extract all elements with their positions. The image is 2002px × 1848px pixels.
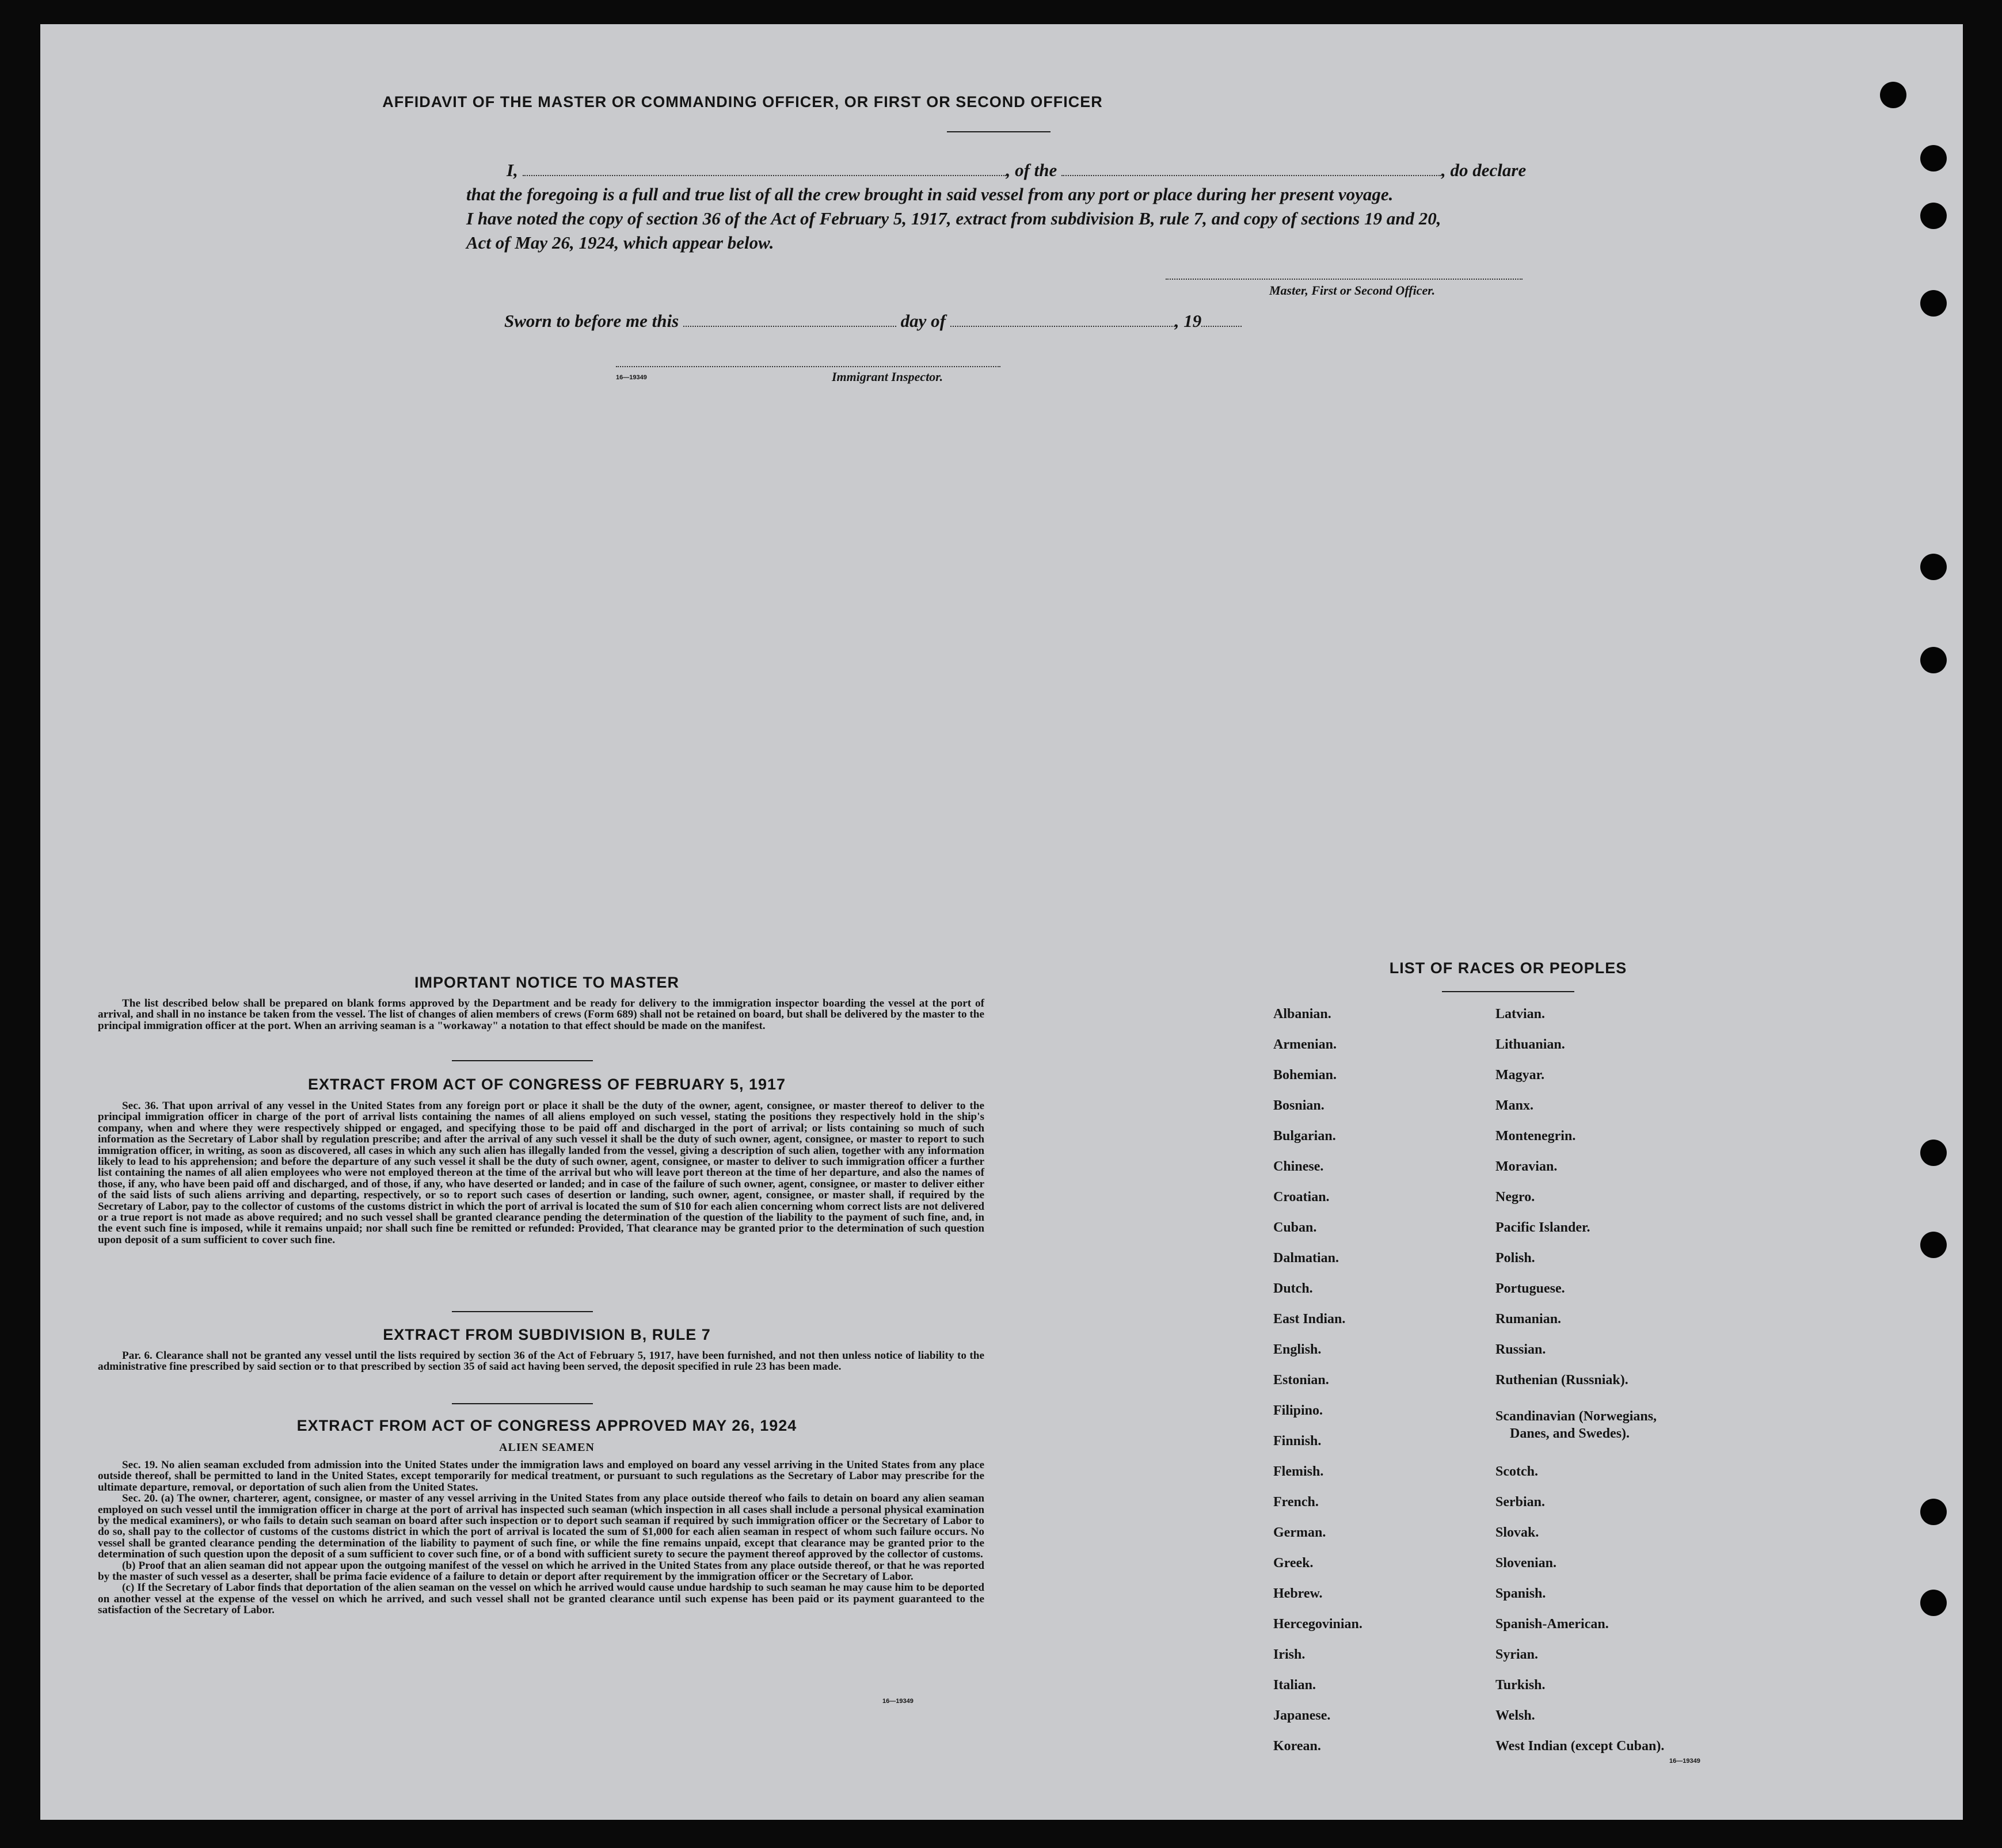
text: , do declare xyxy=(1441,160,1527,180)
race-item: Chinese. xyxy=(1273,1159,1324,1174)
race-item: Albanian. xyxy=(1273,1007,1331,1022)
binder-hole xyxy=(1920,145,1947,172)
race-item: German. xyxy=(1273,1525,1326,1540)
race-item: Turkish. xyxy=(1495,1678,1546,1693)
race-item: Cuban. xyxy=(1273,1220,1317,1235)
extract-rule7-title: EXTRACT FROM SUBDIVISION B, RULE 7 xyxy=(383,1326,711,1343)
race-item: Negro. xyxy=(1495,1190,1535,1205)
binder-hole xyxy=(1920,554,1947,580)
race-item: Korean. xyxy=(1273,1739,1321,1754)
race-item: Montenegrin. xyxy=(1495,1129,1576,1144)
race-item: Hebrew. xyxy=(1273,1586,1323,1601)
race-item: Polish. xyxy=(1495,1251,1535,1266)
race-item: Hercegovinian. xyxy=(1273,1617,1362,1632)
race-item: Croatian. xyxy=(1273,1190,1330,1205)
binder-hole xyxy=(1920,1140,1947,1166)
form-number: 16—19349 xyxy=(882,1698,914,1705)
race-item: Welsh. xyxy=(1495,1708,1535,1723)
race-item: Magyar. xyxy=(1495,1068,1545,1083)
paragraph-sec-20a: Sec. 20. (a) The owner, charterer, agent, consignee, or master of any vessel arriving in the United States from any place outside thereof who fails to detain on board any alien seaman employed on such vessel until the immigration officer in charge at the port of arrival has inspected such seaman (which inspection in all cases shall include a personal physical examination by the medical examiners), or who fails to detain such seaman on board after such inspection or to deport such seaman if required by such immigration officer or the Secretary of Labor to do so, shall pay to the collector of customs of the customs district in which the port of arrival is located the sum of $1,000 for each alien seaman in respect of whom such failure occurs. No vessel shall be granted clearance pending the determination of the liability to payment of such fine, or while the fine remains unpaid, except that clearance may be granted prior to the determination of such question upon the deposit of a sum sufficient to cover such fine, or of a bond with sufficient surety to secure the payment thereof approved by the collector of customs. xyxy=(98,1492,984,1561)
signature-line xyxy=(1166,279,1523,280)
name-blank xyxy=(523,175,1006,176)
section-divider xyxy=(452,1403,593,1404)
race-item: Flemish. xyxy=(1273,1464,1324,1479)
signature-label: Master, First or Second Officer. xyxy=(1269,283,1436,298)
paragraph-sec-20b: (b) Proof that an alien seaman did not appear upon the outgoing manifest of the vessel on which he arrived in the United States from any place outside thereof, or that he was reported by the master of such vessel as a deserter, shall be prima facie evidence of a failure to detain or deport after requirement by the immigration officer or the Secretary of Labor. xyxy=(98,1559,984,1583)
race-item: East Indian. xyxy=(1273,1312,1346,1327)
race-item: Finnish. xyxy=(1273,1434,1322,1449)
race-item: Japanese. xyxy=(1273,1708,1331,1723)
race-item: Scandinavian (Norwegians, xyxy=(1495,1409,1657,1424)
affidavit-title: AFFIDAVIT OF THE MASTER OR COMMANDING OFFICER, OR FIRST OR SECOND OFFICER xyxy=(382,93,1103,111)
extract-1924-title: EXTRACT FROM ACT OF CONGRESS APPROVED MAY 26, 1924 xyxy=(296,1417,797,1434)
race-item: Bohemian. xyxy=(1273,1068,1337,1083)
race-item: Armenian. xyxy=(1273,1037,1337,1052)
binder-hole xyxy=(1920,203,1947,229)
month-blank xyxy=(950,326,1175,327)
race-item: Manx. xyxy=(1495,1098,1533,1113)
race-item: Dutch. xyxy=(1273,1281,1313,1296)
binder-hole xyxy=(1920,1590,1947,1616)
paragraph: Sec. 36. That upon arrival of any vessel in the United States from any foreign port or place it shall be the duty of the owner, agent, consignee, or master thereof to deliver to the principal immigration officer in charge of the port of arrival lists containing the names of all aliens employed on such vessel, stating the positions they respectively hold in the ship's company, when and where they were respectively shipped or engaged, and specifying those to be paid off and discharged in the port of arrival; or lists containing so much of such information as the Secretary of Labor shall by regulation prescribe; and after the arrival of any such vessel it shall be the duty of such owner, agent, consignee, or master to report to such immigration officer, in writing, as soon as discovered, all cases in which any such alien has illegally landed from the vessel, giving a description of such alien, together with any information likely to lead to his apprehension; and before the departure of any such vessel it shall be the duty of such owner, agent, consignee, or master to deliver to such immigration officer a further list containing the names of all alien employees who were not employed thereon at the time of the arrival but who will leave port thereon at the time of her departure, and also the names of those, if any, who have been paid off and discharged, and of those, if any, who have deserted or landed; and in case of the failure of such owner, agent, consignee, or master to deliver either of the said lists of such aliens arriving and departing, respectively, or so to report such cases of desertion or landing, such owner, agent, consignee, or master shall, if required by the Secretary of Labor, pay to the collector of customs of the customs district in which the port of arrival is located the sum of $10 for each alien concerning whom correct lists are not delivered or a true report is not made as above required; and no such vessel shall be granted clearance pending the determination of the question of the liability to the payment of such fine, and, in the event such fine is imposed, while it remains unpaid; nor shall such fine be remitted or refunded: Provided, That clearance may be granted prior to the determination of such question upon deposit of a sum sufficient to cover such fine. xyxy=(98,1100,984,1246)
race-item: Lithuanian. xyxy=(1495,1037,1565,1052)
document-page xyxy=(40,24,1963,1820)
paragraph: Par. 6. Clearance shall not be granted any vessel until the lists required by section 36 of the Act of February 5, 1917, have been furnished, and not then unless notice of liability to the administrative fine prescribed by said section or to that prescribed by section 35 of said act having been served, the deposit specified in rule 23 has been made. xyxy=(98,1350,984,1373)
text: I, xyxy=(507,160,518,180)
race-item: Filipino. xyxy=(1273,1403,1323,1418)
binder-hole xyxy=(1920,1499,1947,1525)
paragraph-sec-19: Sec. 19. No alien seaman excluded from admission into the United States under the immigration laws and employed on board any vessel arriving in the United States from any place outside thereof, shall be permitted to land in the United States, except temporarily for medical treatment, or pursuant to such regulations as the Secretary of Labor may prescribe for the ultimate departure, removal, or deportation of such alien from the United States. xyxy=(98,1459,984,1493)
sworn-line xyxy=(504,311,1242,332)
races-title: LIST OF RACES OR PEOPLES xyxy=(1389,959,1627,977)
race-item: English. xyxy=(1273,1342,1322,1357)
binder-hole xyxy=(1920,1232,1947,1258)
inspector-label: Immigrant Inspector. xyxy=(832,369,943,384)
vessel-blank xyxy=(1061,175,1441,176)
paragraph: The list described below shall be prepared on blank forms approved by the Department and be ready for delivery to the immigration inspector boarding the vessel at the port of arrival, and shall in no instance be taken from the vessel. The list of changes of alien members of crews (Form 689) shall not be retained on board, but shall be delivered by the master to the principal immigration officer at the port. When an arriving seaman is a "workaway" a notation to that effect should be made on the manifest. xyxy=(98,997,984,1032)
affidavit-line-1 xyxy=(507,160,1526,181)
affidavit-line-2: that the foregoing is a full and true list of all the crew brought in said vessel from any port or place during her present voyage. xyxy=(466,184,1394,204)
title-divider xyxy=(947,131,1051,132)
race-item: Bulgarian. xyxy=(1273,1129,1336,1144)
extract-1924-text xyxy=(98,1460,984,1616)
paragraph-sec-20c: (c) If the Secretary of Labor finds that deportation of the alien seaman on the vessel on which he arrived would cause undue hardship to such seaman he may cause him to be deported on another vessel at the expense of the vessel on which he arrived, and such vessel shall not be granted clearance until such expense has been paid or its payment guaranteed to the satisfaction of the Secretary of Labor. xyxy=(98,1582,984,1617)
race-item: Dalmatian. xyxy=(1273,1251,1339,1266)
race-item: Syrian. xyxy=(1495,1647,1539,1662)
section-divider xyxy=(452,1311,593,1312)
text: day of xyxy=(900,311,946,331)
section-divider xyxy=(452,1060,593,1061)
race-item: Italian. xyxy=(1273,1678,1316,1693)
race-item: Bosnian. xyxy=(1273,1098,1324,1113)
race-item: Moravian. xyxy=(1495,1159,1558,1174)
title-divider xyxy=(1442,991,1574,992)
extract-rule7-text xyxy=(98,1350,984,1373)
text: , of the xyxy=(1006,160,1057,180)
binder-hole xyxy=(1920,647,1947,673)
race-item: Estonian. xyxy=(1273,1373,1329,1388)
race-item: Ruthenian (Russniak). xyxy=(1495,1373,1628,1388)
race-item: Slovak. xyxy=(1495,1525,1539,1540)
extract-1924-subtitle: ALIEN SEAMEN xyxy=(499,1441,595,1454)
race-item: Greek. xyxy=(1273,1556,1314,1571)
race-item: Spanish-American. xyxy=(1495,1617,1609,1632)
race-item: Russian. xyxy=(1495,1342,1546,1357)
year-blank xyxy=(1201,326,1242,327)
notice-text xyxy=(98,998,984,1031)
text: , 19 xyxy=(1174,311,1202,331)
inspector-line xyxy=(616,366,1000,367)
binder-hole xyxy=(1880,82,1906,108)
race-item: Pacific Islander. xyxy=(1495,1220,1590,1235)
affidavit-line-4: Act of May 26, 1924, which appear below. xyxy=(466,233,774,253)
form-number: 16—19349 xyxy=(1669,1758,1700,1765)
race-item: Serbian. xyxy=(1495,1495,1546,1510)
race-item: Spanish. xyxy=(1495,1586,1546,1601)
race-item: Irish. xyxy=(1273,1647,1306,1662)
form-number: 16—19349 xyxy=(616,374,647,381)
binder-hole xyxy=(1920,290,1947,317)
race-item: Rumanian. xyxy=(1495,1312,1562,1327)
race-item: Slovenian. xyxy=(1495,1556,1557,1571)
extract-1917-title: EXTRACT FROM ACT OF CONGRESS OF FEBRUARY 5, 1917 xyxy=(307,1076,786,1093)
race-item: Portuguese. xyxy=(1495,1281,1565,1296)
race-item: Latvian. xyxy=(1495,1007,1546,1022)
race-item: Danes, and Swedes). xyxy=(1510,1426,1630,1441)
date-blank xyxy=(683,326,896,327)
notice-title: IMPORTANT NOTICE TO MASTER xyxy=(414,974,679,991)
extract-1917-text xyxy=(98,1100,984,1245)
race-item: West Indian (except Cuban). xyxy=(1495,1739,1665,1754)
text: Sworn to before me this xyxy=(504,311,679,331)
affidavit-line-3: I have noted the copy of section 36 of the Act of February 5, 1917, extract from subdivision B, rule 7, and copy of sections 19 and 20, xyxy=(466,208,1441,228)
race-item: French. xyxy=(1273,1495,1319,1510)
race-item: Scotch. xyxy=(1495,1464,1538,1479)
